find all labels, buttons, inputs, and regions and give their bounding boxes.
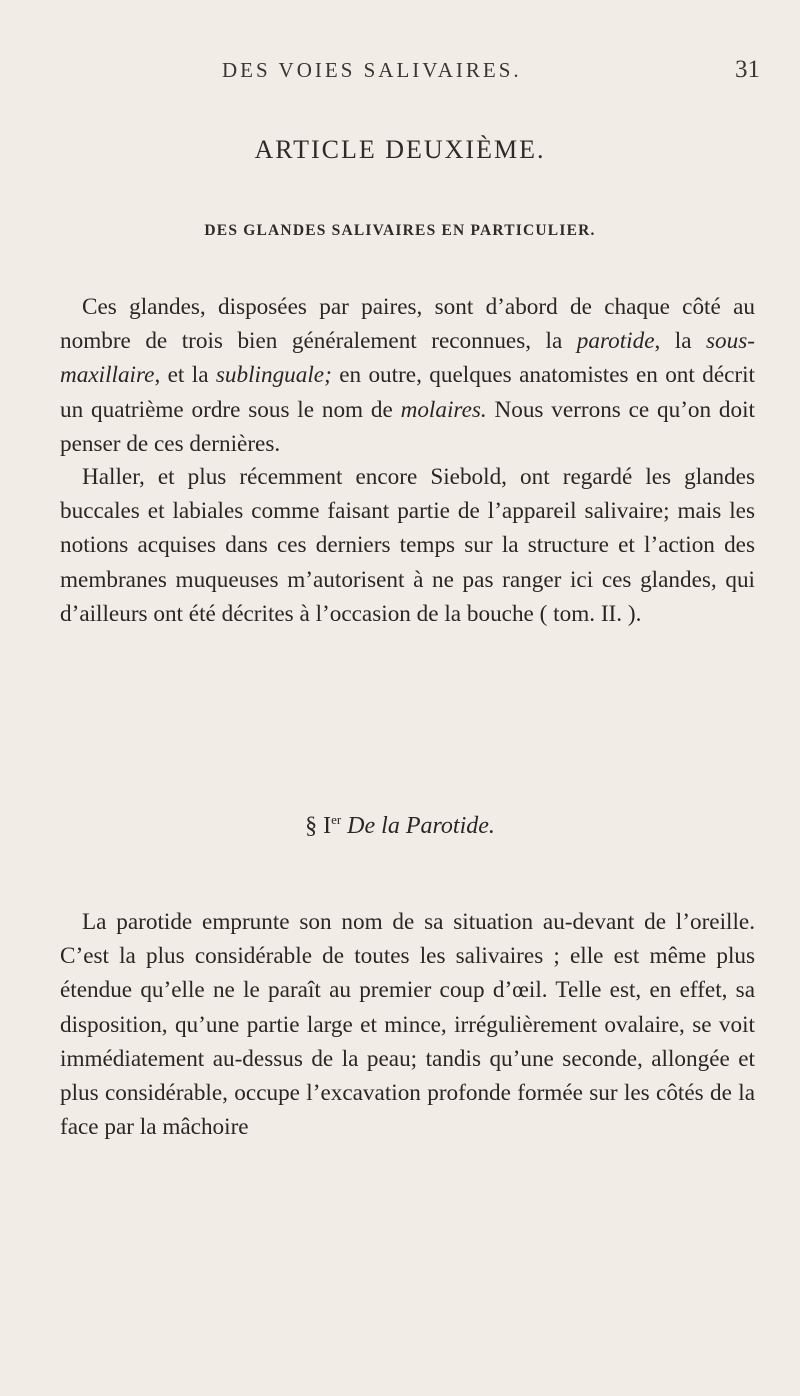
paragraph-parotide xyxy=(60,905,755,1144)
page-number: 31 xyxy=(735,56,760,83)
term-sous-maxillaire: sous-maxillaire xyxy=(60,328,755,389)
text-run: Ces glandes, disposées par paires, sont d’abord de chaque côté au nombre de trois bien généralement reconnues, la xyxy=(60,294,755,355)
ordinal-superscript: er xyxy=(331,812,342,827)
running-head xyxy=(0,58,800,98)
section-heading: DES GLANDES SALIVAIRES EN PARTICULIER. xyxy=(204,222,596,239)
paragraph-heading-title: De la Parotide. xyxy=(341,813,495,839)
paragraph-text xyxy=(60,290,755,461)
paragraph-text: La parotide emprunte son nom de sa situation au-devant de l’oreille. C’est la plus considérable de toutes les salivaires ; elle est même plus étendue qu’elle ne le paraît au premier coup d’œil. Telle est, en effet, sa disposition, qu’une partie large et mince, irrégulièrement ovalaire, se voit immédiatement au-dessus de la peau; tandis qu’une seconde, allongée et plus considérable, occupe l’excavation profonde formée sur les côtés de la face par la mâchoire xyxy=(60,909,755,1141)
text-run: , la xyxy=(654,328,707,355)
term-sublinguale: sublinguale; xyxy=(215,362,332,389)
text-run: , et la xyxy=(154,362,216,389)
term-molaires: molaires. xyxy=(400,396,487,423)
term-parotide: parotide xyxy=(576,328,655,355)
text-run: Nous verrons ce qu’on doit penser de ces dernières. xyxy=(60,396,755,457)
paragraph-glandes xyxy=(60,290,755,461)
running-title: DES VOIES SALIVAIRES. xyxy=(222,58,522,82)
section-mark: § I xyxy=(305,813,332,839)
paragraph-haller xyxy=(60,460,755,631)
paragraph-heading-parotide xyxy=(0,812,800,840)
article-heading: ARTICLE DEUXIÈME. xyxy=(254,135,546,164)
paragraph-text: Haller, et plus récemment encore Siebold, ont regardé les glandes buccales et labiales comme faisant partie de l’appareil salivaire; mais les notions acquises dans ces derniers temps sur la structure et l’action des membranes muqueuses m’autorisent à ne pas ranger ici ces glandes, qui d’ailleurs ont été décrites à l’occasion de la bouche ( tom. II. ). xyxy=(60,464,755,627)
text-run: en outre, quelques anatomistes en ont décrit un quatrième ordre sous le nom de xyxy=(60,362,756,423)
